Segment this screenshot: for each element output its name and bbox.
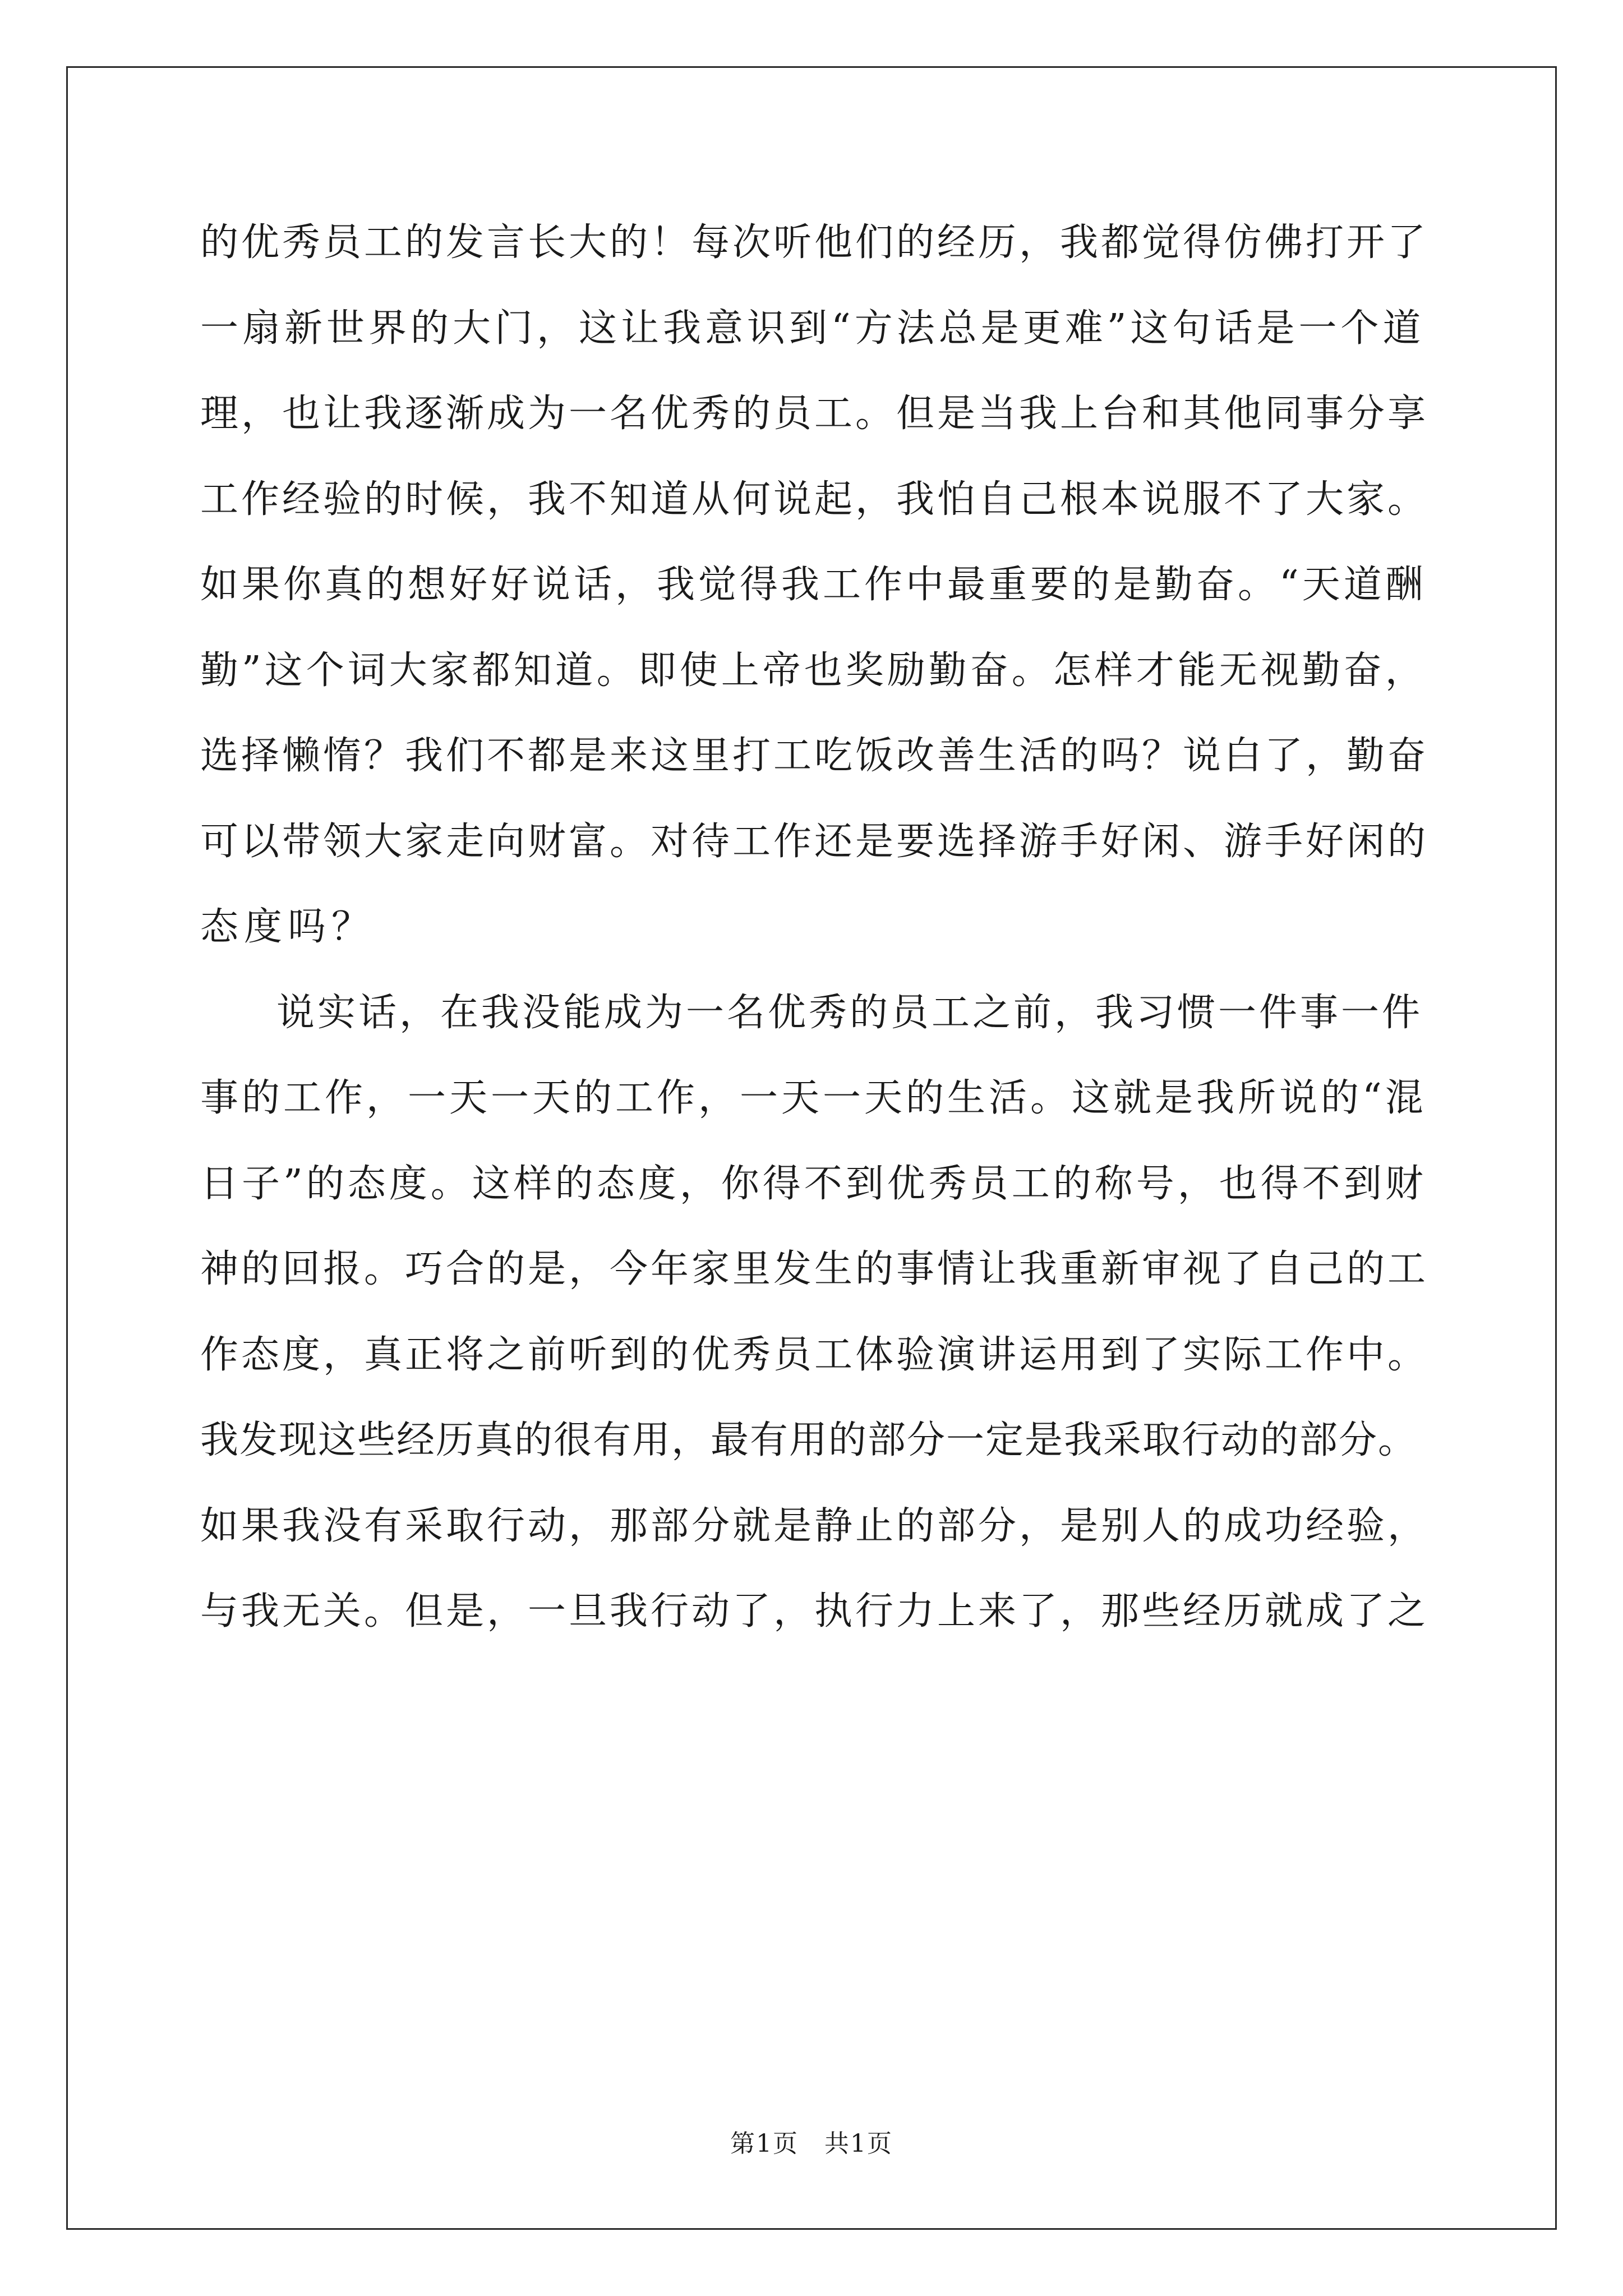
page-number-footer: 第1页 共1页 [730,2129,893,2158]
text-line: 如果我没有采取行动，那部分就是静止的部分，是别人的成功经验， [200,1503,1429,1548]
text-line: 日子”的态度。这样的态度，你得不到优秀员工的称号，也得不到财 [200,1161,1427,1206]
text-line: 选择懒惰？我们不都是来这里打工吃饭改善生活的吗？说白了，勤奋 [200,734,1429,778]
text-line: 我发现这些经历真的很有用，最有用的部分一定是我采取行动的部分。 [200,1418,1418,1462]
text-line: 工作经验的时候，我不知道从何说起，我怕自己根本说服不了大家。 [200,477,1429,522]
text-line: 作态度，真正将之前听到的优秀员工体验演讲运用到了实际工作中。 [200,1332,1429,1377]
text-line: 勤”这个词大家都知道。即使上帝也奖励勤奋。怎样才能无视勤奋， [200,648,1427,693]
text-line: 与我无关。但是，一旦我行动了，执行力上来了，那些经历就成了之 [200,1589,1429,1634]
document-body [200,220,1428,1675]
text-line: 的优秀员工的发言长大的！每次听他们的经历，我都觉得仿佛打开了 [200,220,1429,265]
text-line-indented: 说实话，在我没能成为一名优秀的员工之前，我习惯一件事一件 [276,990,1423,1035]
text-line: 可以带领大家走向财富。对待工作还是要选择游手好闲、游手好闲的 [200,819,1429,864]
text-line: 如果你真的想好好说话，我觉得我工作中最重要的是勤奋。“天道酬 [200,563,1427,607]
text-line: 态度吗？ [200,905,376,949]
text-line: 一扇新世界的大门，这让我意识到“方法总是更难”这句话是一个道 [200,306,1425,351]
text-line: 事的工作，一天一天的工作，一天一天的生活。这就是我所说的“混 [200,1076,1427,1120]
text-line: 神的回报。巧合的是，今年家里发生的事情让我重新审视了自己的工 [200,1247,1429,1291]
text-line: 理，也让我逐渐成为一名优秀的员工。但是当我上台和其他同事分享 [200,392,1429,436]
